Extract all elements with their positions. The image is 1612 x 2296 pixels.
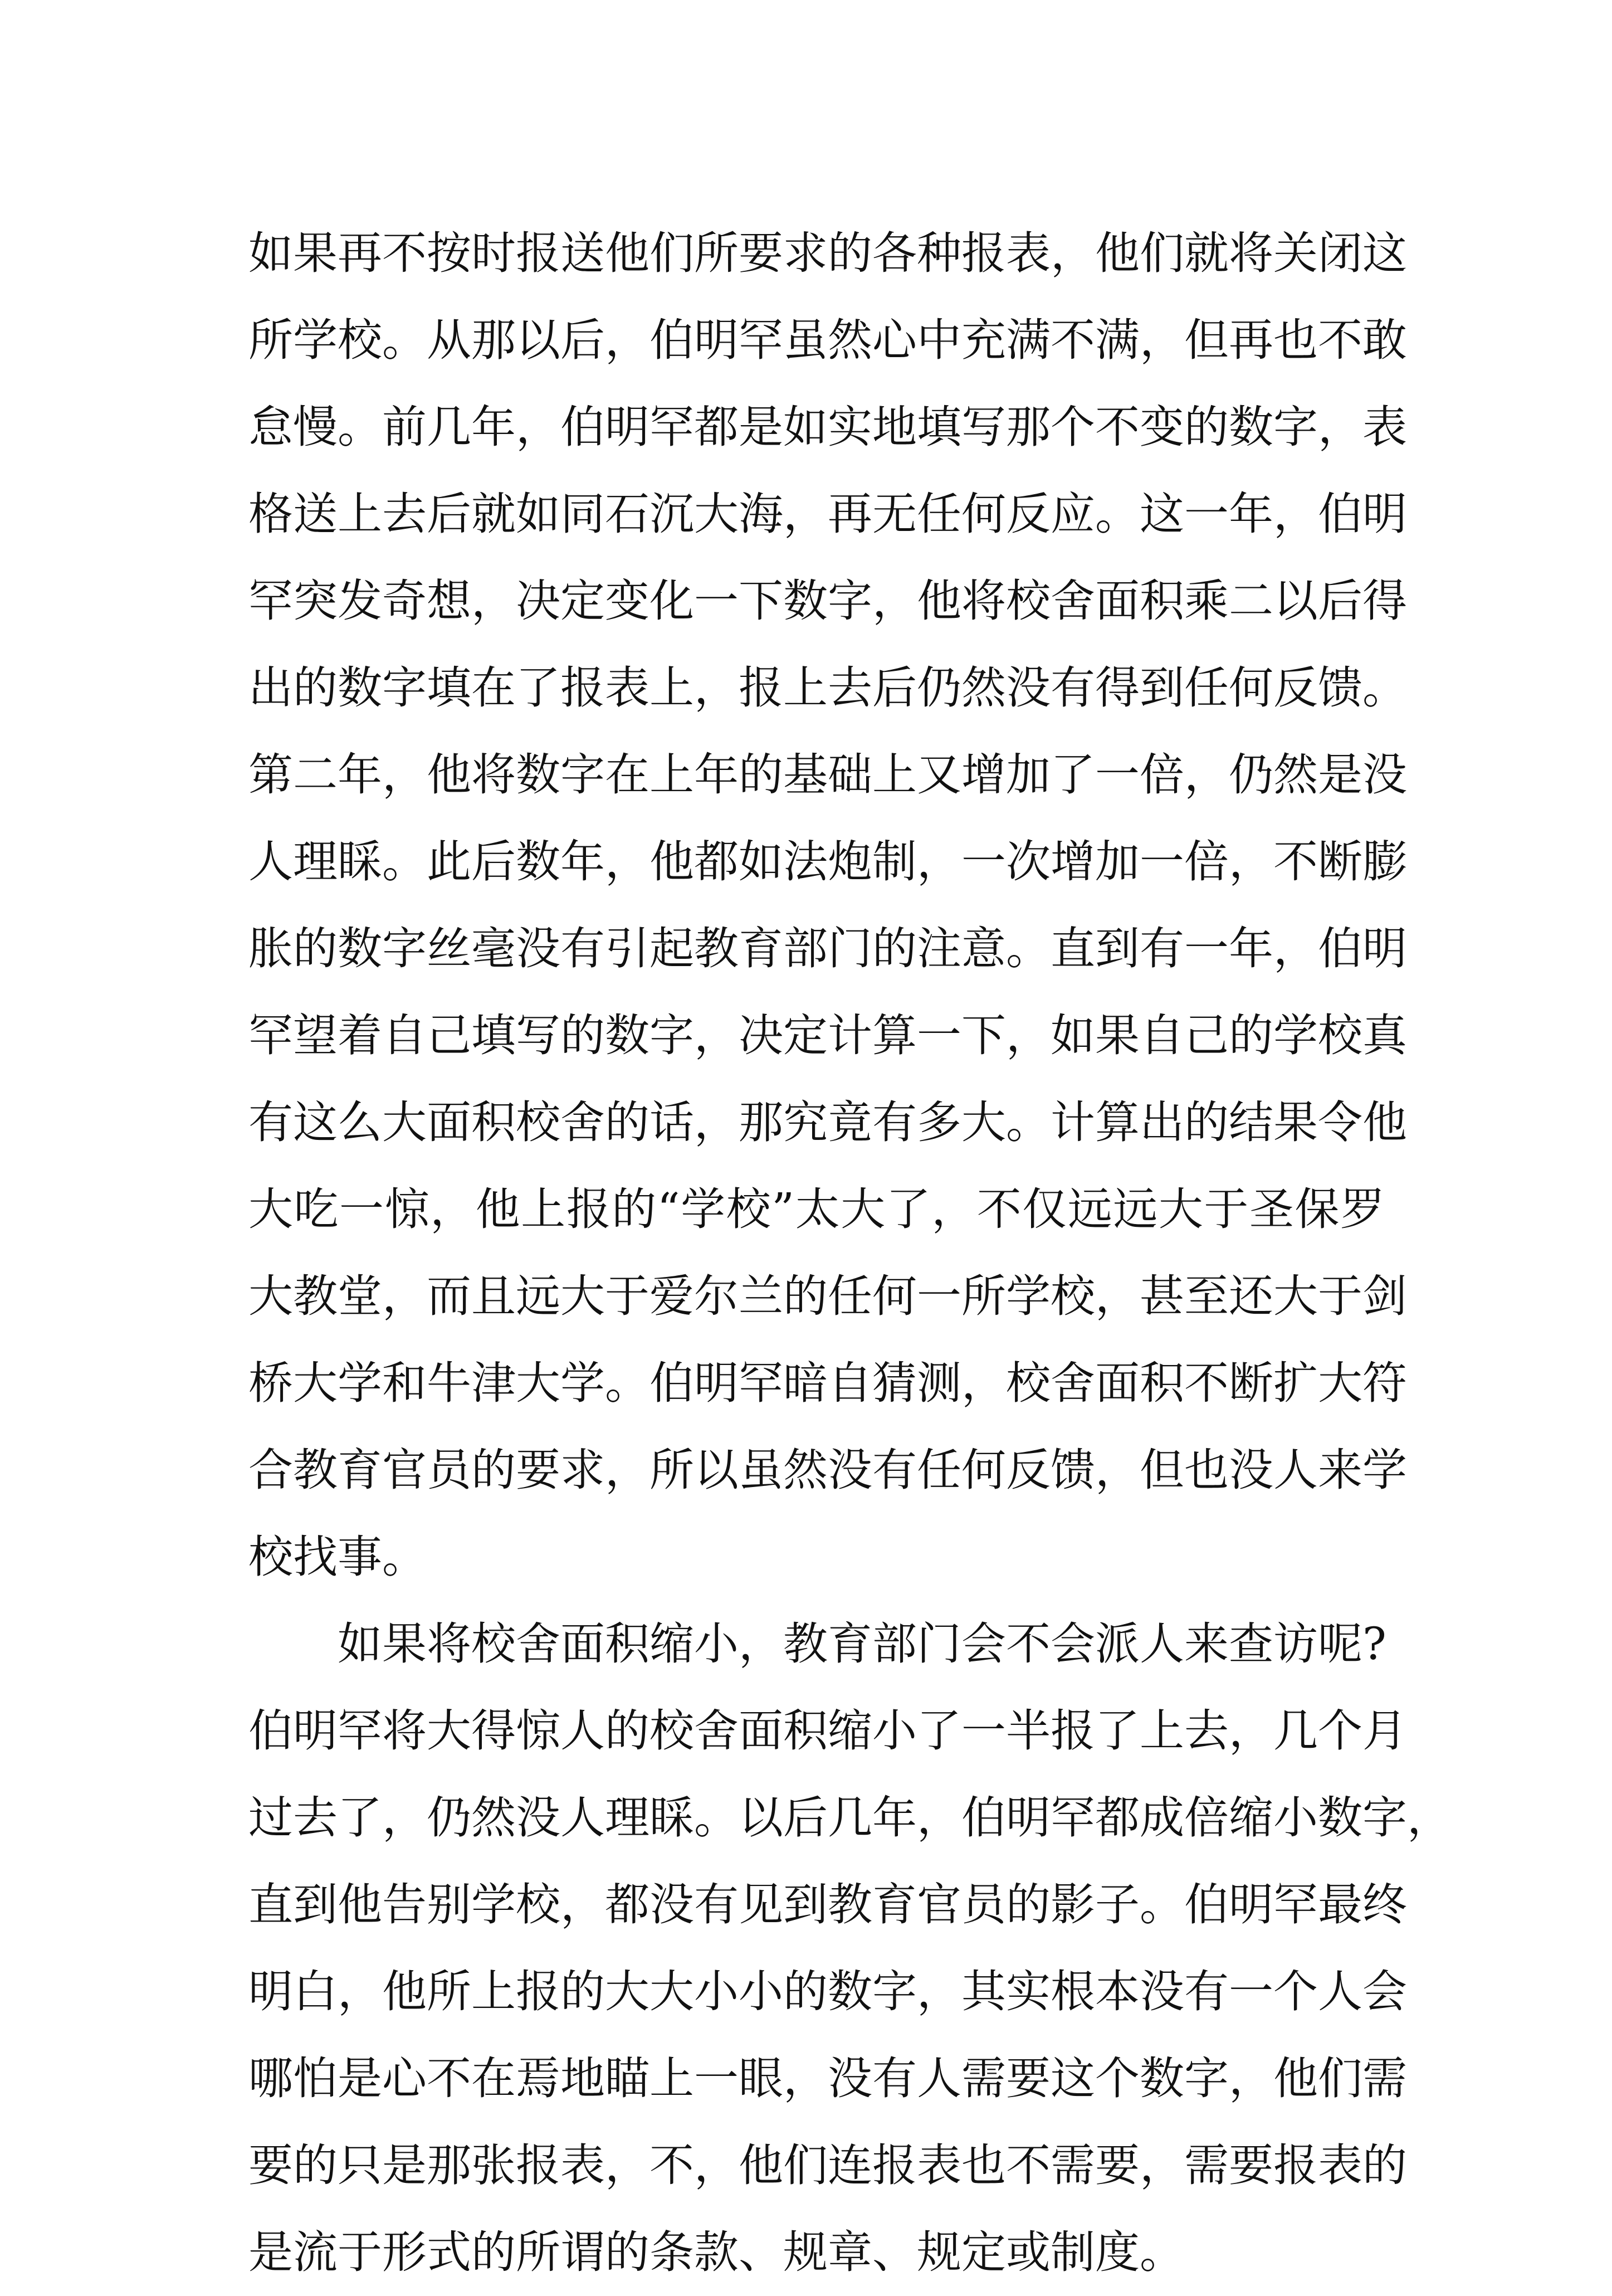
body-text	[248, 210, 1452, 2296]
text-line: 第二年，他将数字在上年的基础上又增加了一倍，仍然是没	[248, 749, 1407, 801]
text-line: 明白，他所上报的大大小小的数字，其实根本没有一个人会	[248, 1966, 1407, 2017]
text-line: 大吃一惊，他上报的“学校”太大了，不仅远远大于圣保罗	[248, 1183, 1385, 1235]
paragraph-1	[248, 210, 1407, 1601]
text-line: 伯明罕将大得惊人的校舍面积缩小了一半报了上去，几个月	[248, 1705, 1407, 1757]
text-line: 胀的数字丝毫没有引起教育部门的注意。直到有一年，伯明	[248, 923, 1407, 974]
text-line: 要的只是那张报表，不，他们连报表也不需要，需要报表的	[248, 2139, 1407, 2191]
text-line: 有这么大面积校舍的话，那究竟有多大。计算出的结果令他	[248, 1096, 1407, 1148]
text-line: 罕突发奇想，决定变化一下数字，他将校舍面积乘二以后得	[248, 575, 1407, 627]
text-line: 哪怕是心不在焉地瞄上一眼，没有人需要这个数字，他们需	[248, 2053, 1407, 2104]
text-line: 合教育官员的要求，所以虽然没有任何反馈，但也没人来学	[248, 1444, 1407, 1496]
text-line: 桥大学和牛津大学。伯明罕暗自猜测，校舍面积不断扩大符	[248, 1357, 1407, 1409]
text-line: 如果将校舍面积缩小，教育部门会不会派人来查访呢?	[338, 1618, 1386, 1670]
text-line: 校找事。	[248, 1531, 427, 1583]
text-line: 大教堂，而且远大于爱尔兰的任何一所学校，甚至还大于剑	[248, 1270, 1407, 1322]
text-line: 是流于形式的所谓的条款、规章、规定或制度。	[248, 2226, 1184, 2278]
paragraph-2	[248, 1601, 1452, 2296]
text-line: 罕望着自己填写的数字，决定计算一下，如果自己的学校真	[248, 1010, 1407, 1061]
text-line: 直到他告别学校，都没有见到教育官员的影子。伯明罕最终	[248, 1879, 1407, 1931]
text-line: 出的数字填在了报表上，报上去后仍然没有得到任何反馈。	[248, 662, 1407, 714]
text-line: 所学校。从那以后，伯明罕虽然心中充满不满，但再也不敢	[248, 314, 1407, 366]
text-line: 怠慢。前几年，伯明罕都是如实地填写那个不变的数字，表	[248, 401, 1407, 453]
text-line: 格送上去后就如同石沉大海，再无任何反应。这一年，伯明	[248, 488, 1407, 540]
text-line: 人理睬。此后数年，他都如法炮制，一次增加一倍，不断膨	[248, 836, 1407, 888]
text-line: 如果再不按时报送他们所要求的各种报表，他们就将关闭这	[248, 227, 1407, 279]
text-line: 过去了，仍然没人理睬。以后几年，伯明罕都成倍缩小数字，	[248, 1792, 1452, 1844]
